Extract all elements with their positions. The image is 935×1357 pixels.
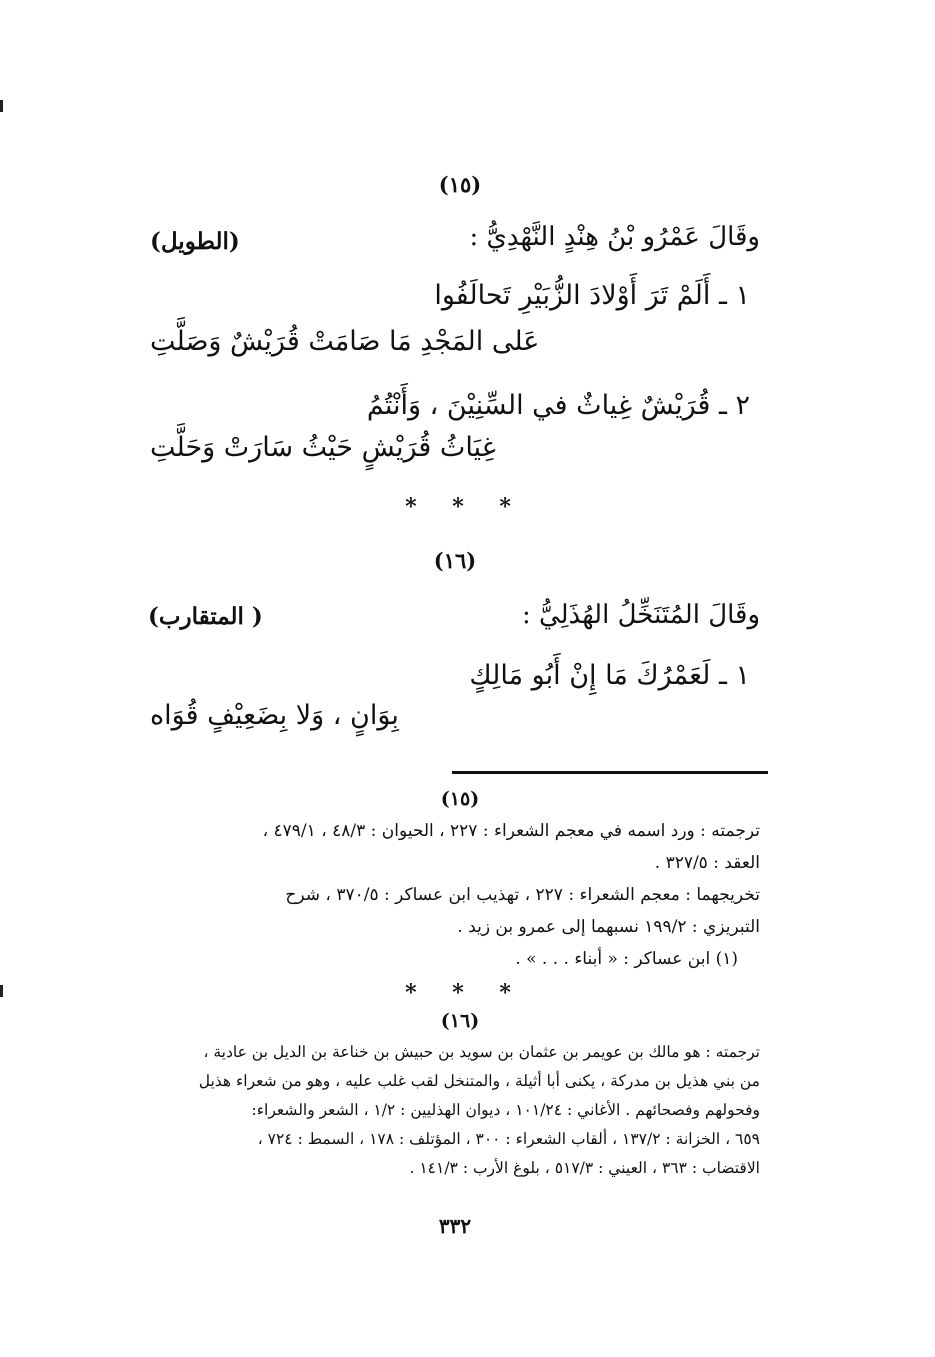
footnote-number: (١٦) bbox=[440, 1010, 480, 1032]
section-separator: * * * bbox=[405, 980, 525, 1006]
footnote-rule bbox=[452, 771, 768, 774]
footnote-block bbox=[140, 815, 760, 975]
footnote-line: من بني هذيل بن مدركة ، يكنى أبا أثيلة ، والمتنخل لقب غلب عليه ، وهو من شعراء هذيل bbox=[198, 1072, 760, 1090]
poem-intro: وقَالَ المُتَنَخِّلُ الهُذَلِيُّ : bbox=[521, 600, 760, 630]
verse-first-hemistich: ١ ـ لَعَمْرُكَ مَا إِنْ أَبُو مَالِكٍ bbox=[469, 660, 750, 691]
verse-second-hemistich: بِوَانٍ ، وَلا بِضَعِيْفٍ قُوَاه bbox=[150, 700, 399, 731]
scan-mark bbox=[0, 985, 3, 997]
poem-meter: (الطويل) bbox=[150, 228, 240, 255]
verse-first-hemistich: ١ ـ أَلَمْ تَرَ أَوْلادَ الزُّبَيْرِ تَحالَفُوا bbox=[434, 280, 750, 311]
footnote-line: ترجمته : ورد اسمه في معجم الشعراء : ٢٢٧ ، الحيوان : ٤٨/٣ ، ٤٧٩/١ ، bbox=[262, 821, 760, 841]
verse-second-hemistich: غِيَاثُ قُرَيْشٍ حَيْثُ سَارَتْ وَحَلَّتِ bbox=[150, 432, 496, 463]
verse-first-hemistich: ٢ ـ قُرَيْشٌ غِياثٌ في السِّنِيْنَ ، وَأَنْتُمُ bbox=[366, 390, 750, 421]
footnote-block bbox=[135, 1038, 760, 1183]
footnote-line: وفحولهم وفصحائهم . الأغاني : ١٠١/٢٤ ، ديوان الهذليين : ١/٢ ، الشعر والشعراء: bbox=[251, 1101, 760, 1119]
poem-number: (١٥) bbox=[438, 172, 482, 197]
footnote-line: التبريزي : ١٩٩/٢ نسبهما إلى عمرو بن زيد . bbox=[457, 917, 760, 937]
footnote-line: تخريجهما : معجم الشعراء : ٢٢٧ ، تهذيب ابن عساكر : ٣٧٠/٥ ، شرح bbox=[285, 885, 760, 905]
footnote-line: ترجمته : هو مالك بن عويمر بن عثمان بن سويد بن حبيش بن خناعة بن الديل بن عادية ، bbox=[203, 1043, 760, 1061]
poem-intro: وقَالَ عَمْرُو بْنُ هِنْدٍ النَّهْدِيُّ : bbox=[469, 222, 760, 252]
poem-meter: ( المتقارب) bbox=[148, 603, 263, 630]
section-separator: * * * bbox=[405, 494, 525, 520]
footnote-line: (١) ابن عساكر : « أبناء . . . » . bbox=[515, 949, 738, 969]
page-number: ٣٣٢ bbox=[438, 1214, 472, 1238]
footnote-line: العقد : ٣٢٧/٥ . bbox=[654, 853, 760, 873]
scan-mark bbox=[0, 100, 3, 112]
footnote-line: الاقتضاب : ٣٦٣ ، العيني : ٥١٧/٣ ، بلوغ الأرب : ١٤١/٣ . bbox=[409, 1159, 760, 1177]
footnote-line: ٦٥٩ ، الخزانة : ١٣٧/٢ ، ألقاب الشعراء : ٣٠٠ ، المؤتلف : ١٧٨ ، السمط : ٧٢٤ ، bbox=[257, 1130, 760, 1148]
verse-second-hemistich: عَلى المَجْدِ مَا صَامَتْ قُرَيْشٌ وَصَلَّتِ bbox=[150, 326, 540, 357]
footnote-number: (١٥) bbox=[440, 788, 480, 810]
poem-number: (١٦) bbox=[433, 548, 477, 573]
